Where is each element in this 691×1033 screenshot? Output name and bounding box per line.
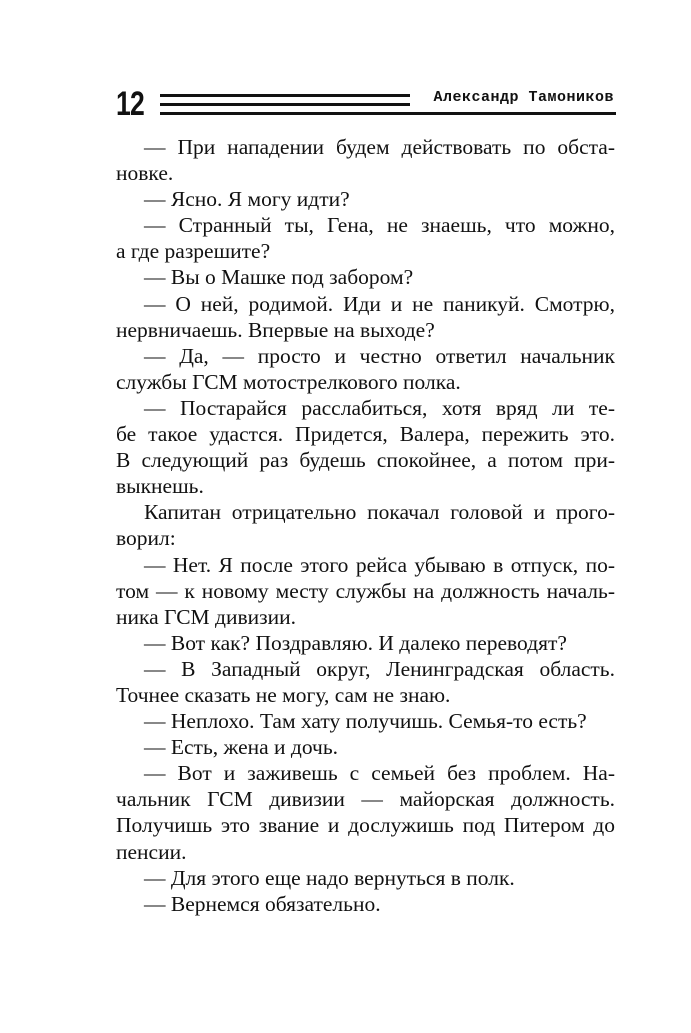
text-line: — Да, — просто и честно ответил начальник [144, 343, 615, 368]
page-number: 12 [116, 85, 144, 123]
text-line: Точнее сказать не могу, сам не знаю. [116, 682, 451, 707]
text-line: — Нет. Я после этого рейса убываю в отпуск, по- [144, 552, 615, 577]
text-line: выкнешь. [116, 474, 204, 499]
text-line: — Для этого еще надо вернуться в полк. [144, 865, 515, 890]
text-line: — Вот как? Поздравляю. И далеко переводят? [144, 630, 567, 655]
text-line: — О ней, родимой. Иди и не паникуй. Смотрю, [144, 291, 615, 316]
text-line: — Ясно. Я могу идти? [144, 187, 350, 212]
text-line: пенсии. [116, 839, 187, 864]
text-line: ворил: [116, 526, 176, 551]
text-line: — Есть, жена и дочь. [144, 735, 339, 760]
header-rule-bottom [160, 112, 616, 115]
text-line: чальник ГСМ дивизии — майорская должность. [116, 787, 615, 812]
body-text [116, 134, 615, 917]
text-line: — Странный ты, Гена, не знаешь, что можно, [144, 213, 615, 238]
text-line: новке. [116, 161, 174, 186]
author-name: Александр Тамоников [433, 89, 614, 106]
text-line: Капитан отрицательно покачал головой и прого- [144, 500, 615, 525]
text-line: — Вот и заживешь с семьей без проблем. На- [144, 761, 615, 786]
text-line: службы ГСМ мотострелкового полка. [116, 369, 461, 394]
text-line: бе такое удастся. Придется, Валера, пережить это. [116, 422, 615, 447]
text-line: ника ГСМ дивизии. [116, 604, 297, 629]
header-rule-middle [160, 103, 410, 106]
text-line: — Неплохо. Там хату получишь. Семья-то есть? [144, 709, 587, 734]
running-header [116, 84, 616, 124]
text-line: а где разрешите? [116, 239, 271, 264]
text-line: — Вернемся обязательно. [144, 891, 381, 916]
text-line: В следующий раз будешь спокойнее, а потом при- [116, 448, 615, 473]
text-line: — Вы о Машке под забором? [144, 265, 414, 290]
text-line: том — к новому месту службы на должность началь- [116, 578, 615, 603]
text-line: — Постарайся расслабиться, хотя вряд ли те- [144, 395, 615, 420]
text-line: нервничаешь. Впервые на выходе? [116, 317, 435, 342]
text-line: Получишь это звание и дослужишь под Питером до [116, 813, 615, 838]
text-line: — При нападении будем действовать по обста- [144, 135, 615, 159]
header-rule-top [160, 94, 410, 97]
text-line: — В Западный округ, Ленинградская область. [144, 656, 615, 681]
